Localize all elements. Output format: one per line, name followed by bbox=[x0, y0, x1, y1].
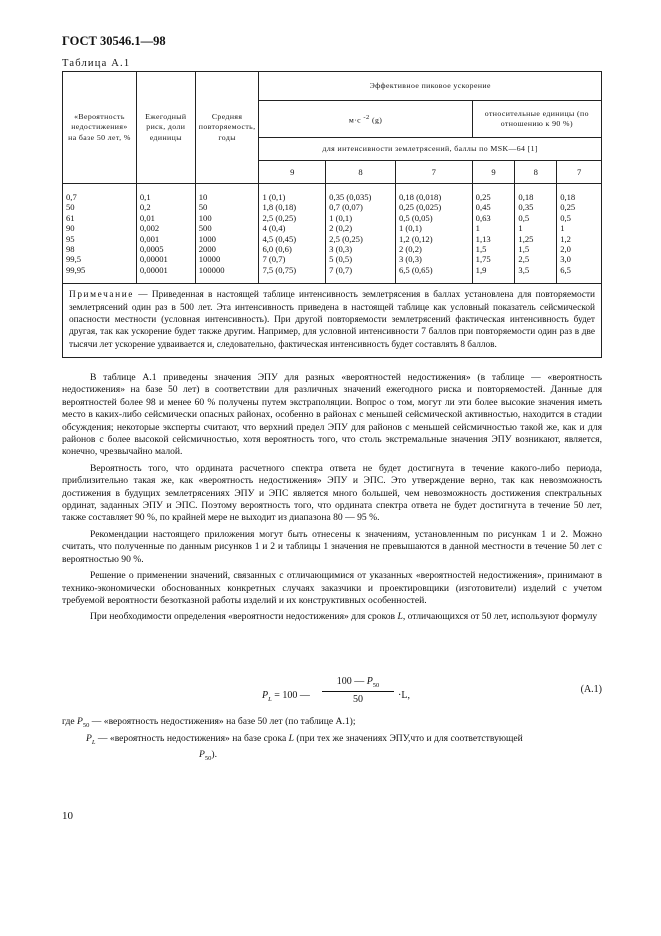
table-cell: 0,5 bbox=[560, 212, 571, 223]
table-cell: 1 bbox=[475, 223, 480, 234]
table-cell: 7,5 (0,75) bbox=[262, 264, 297, 275]
header-probability: «Вероятность недостижения» на базе 50 лет, % bbox=[63, 72, 137, 184]
table-cell: 1,2 (0,12) bbox=[398, 233, 433, 244]
formula-legend bbox=[62, 716, 602, 766]
table-cell: 0,2 bbox=[139, 202, 151, 213]
table-cell: 2 (0,2) bbox=[329, 223, 353, 234]
table-cell: 1,25 bbox=[518, 233, 534, 244]
table-cell: 4,5 (0,45) bbox=[262, 233, 297, 244]
table-cell: 1,9 bbox=[475, 264, 487, 275]
formula-fraction bbox=[322, 676, 394, 705]
table-cell: 0,5 bbox=[518, 212, 530, 223]
table-cell: 0,00001 bbox=[139, 254, 168, 265]
intensity-col-1: 9 bbox=[259, 161, 326, 184]
column-relative-9 bbox=[472, 184, 515, 284]
table-cell: 500 bbox=[198, 223, 212, 234]
table-cell: 61 bbox=[66, 212, 75, 223]
intensity-col-3: 7 bbox=[395, 161, 472, 184]
header-intensity: для интенсивности землетрясений, баллы по MSK—64 [1] bbox=[259, 138, 602, 161]
table-cell: 1,13 bbox=[475, 233, 491, 244]
formula-a1 bbox=[262, 676, 602, 716]
table-cell: 1 bbox=[560, 223, 565, 234]
table-cell: 1,2 bbox=[560, 233, 571, 244]
table-cell: 0,1 bbox=[139, 192, 151, 202]
column-probability bbox=[63, 184, 137, 284]
table-cell: 1,8 (0,18) bbox=[262, 202, 297, 213]
table-cell: 6,5 bbox=[560, 264, 571, 275]
paragraph-3: Рекомендации настоящего приложения могут быть отнесены к значениям, установленным по рисункам 1 и 2. Можно считать, что полученные по данным рисунков 1 и 2 и таблицы 1 значения не превышаются в данной местности в течение 50 лет с вероятностью 90 %. bbox=[62, 528, 602, 565]
table-cell: 90 bbox=[66, 223, 75, 234]
table-cell: 7 (0,7) bbox=[329, 264, 353, 275]
table-cell: 100000 bbox=[198, 264, 225, 275]
table-cell: 0,01 bbox=[139, 212, 155, 223]
table-cell: 0,7 bbox=[66, 192, 77, 202]
table-cell: 1 bbox=[518, 223, 523, 234]
legend-line-2: $P_L$ — «вероятность недостижения» на базе срока L (при тех же значениях ЭПУ,что и для соответствующей bbox=[86, 732, 523, 746]
column-accel-7 bbox=[395, 184, 472, 284]
intensity-col-6: 7 bbox=[557, 161, 602, 184]
table-cell: 3 (0,3) bbox=[329, 244, 353, 255]
intensity-col-4: 9 bbox=[472, 161, 515, 184]
note-text: — Приведенная в настоящей таблице интенсивность землетрясения в баллах установлена для повторяемости землетрясений один раз в 500 лет. Эта интенсивность приведена в настоящей таблице как условный показатель сейсмической опасности местности (условная интенсивность). При другой повторяемости землетрясений фактическая интенсивность будет другая, так как ускорение будет также другим. Например, для условной интенсивности 7 баллов при повторяемости один раз в две тысячи лет ускорение удваивается и, следовательно, фактическая интенсивность будет составлять 8 баллов. bbox=[69, 290, 595, 350]
header-unit: м·с $^{-2}$ (g) bbox=[259, 101, 472, 138]
paragraph-5: При необходимости определения «вероятности недостижения» для сроков L, отличающихся от 50 лет, используют формулу bbox=[90, 611, 598, 623]
table-cell: 1 (0,1) bbox=[262, 192, 286, 202]
intensity-col-5: 8 bbox=[515, 161, 557, 184]
formula-rhs: ·L, bbox=[398, 690, 410, 701]
column-accel-8 bbox=[326, 184, 396, 284]
table-note bbox=[63, 284, 602, 358]
data-table bbox=[62, 71, 602, 358]
table-cell: 3,5 bbox=[518, 264, 530, 275]
table-cell: 0,25 bbox=[560, 202, 576, 213]
table-cell: 3 (0,3) bbox=[398, 254, 422, 265]
table-cell: 50 bbox=[66, 202, 75, 213]
body-text bbox=[62, 372, 602, 628]
table-cell: 95 bbox=[66, 233, 75, 244]
table-cell: 2,5 bbox=[518, 254, 530, 265]
table-cell: 0,18 bbox=[518, 192, 534, 202]
table-cell: 1000 bbox=[198, 233, 216, 244]
table-cell: 6,5 (0,65) bbox=[398, 264, 433, 275]
paragraph-2: Вероятность того, что ордината расчетного спектра ответа не будет достигнута в течение какого-либо периода, приблизительно такая же, как «вероятность недостижения» ЭПУ и ЭПС. Это утверждение верно, так как невозможность достижения в будущих землетрясениях ЭПУ и ЭПС является много большей, чем невозможность достижения спектральных ординат, заданных ЭПУ и ЭПС. Поэтому вероятность того, что ордината спектра ответа не будет достигнута в течение 50 лет, также составляет 90 %, по крайней мере не выходит из диапазона 80 — 95 %. bbox=[62, 462, 602, 524]
table-cell: 100 bbox=[198, 212, 212, 223]
column-relative-8 bbox=[515, 184, 557, 284]
table-cell: 0,5 (0,05) bbox=[398, 212, 433, 223]
table-cell: 2,5 (0,25) bbox=[262, 212, 297, 223]
table-cell: 10 bbox=[198, 192, 208, 202]
formula-denominator: 50 bbox=[353, 694, 363, 705]
table-cell: 1,5 bbox=[475, 244, 487, 255]
table-cell: 50 bbox=[198, 202, 208, 213]
table-cell: 99,5 bbox=[66, 254, 82, 265]
table-cell: 2,0 bbox=[560, 244, 571, 255]
column-accel-9 bbox=[259, 184, 326, 284]
table-cell: 0,18 (0,018) bbox=[398, 192, 442, 202]
table-cell: 98 bbox=[66, 244, 75, 255]
table-cell: 0,00001 bbox=[139, 264, 168, 275]
table-cell: 2,5 (0,25) bbox=[329, 233, 363, 244]
formula-lhs: $P_L = 100$ — bbox=[262, 690, 310, 703]
table-cell: 10000 bbox=[198, 254, 221, 265]
table-cell: 3,0 bbox=[560, 254, 571, 265]
legend-line-3: $P_{50}$). bbox=[199, 749, 217, 763]
table-cell: 0,25 bbox=[475, 192, 491, 202]
table-cell: 0,35 bbox=[518, 202, 534, 213]
table-cell: 0,7 (0,07) bbox=[329, 202, 363, 213]
table-cell: 0,63 bbox=[475, 212, 491, 223]
table-cell: 6,0 (0,6) bbox=[262, 244, 292, 255]
table-cell: 5 (0,5) bbox=[329, 254, 353, 265]
header-peak-acceleration: Эффективное пиковое ускорение bbox=[259, 72, 602, 101]
page-number: 10 bbox=[62, 810, 73, 822]
header-mean-period: Средняя повторяемость, годы bbox=[195, 72, 259, 184]
table-caption: Таблица А.1 bbox=[62, 58, 131, 69]
table-cell: 0,35 (0,035) bbox=[329, 192, 372, 202]
table-cell: 0,25 (0,025) bbox=[398, 202, 442, 213]
table-cell: 7 (0,7) bbox=[262, 254, 286, 265]
column-relative-7 bbox=[557, 184, 602, 284]
header-relative-units: относительные единицы (по отношению к 90 %) bbox=[472, 101, 601, 138]
table-cell: 1,5 bbox=[518, 244, 530, 255]
column-annual-risk bbox=[136, 184, 195, 284]
formula-numerator: 100 — $P_{50}$ bbox=[322, 676, 394, 692]
paragraph-4: Решение о применении значений, связанных с отличающимися от указанных «вероятностей недостижения», принимают в технико-экономически обоснованных конкретных случаях заказчики и проектировщики (изготовители) изделий с учетом требуемой вероятности безотказной работы изделий и их конструктивных особенностей. bbox=[62, 570, 602, 606]
intensity-col-2: 8 bbox=[326, 161, 396, 184]
legend-line-1: где $P_{50}$ — «вероятность недостижения» на базе 50 лет (по таблице А.1); bbox=[62, 716, 356, 729]
table-cell: 1 (0,1) bbox=[398, 223, 422, 234]
column-mean-period bbox=[195, 184, 259, 284]
formula-number: (A.1) bbox=[580, 684, 602, 695]
table-cell: 0,001 bbox=[139, 233, 160, 244]
table-cell: 1 (0,1) bbox=[329, 212, 353, 223]
table-cell: 2000 bbox=[198, 244, 216, 255]
document-code: ГОСТ 30546.1—98 bbox=[62, 34, 166, 48]
table-cell: 0,18 bbox=[560, 192, 576, 202]
header-annual-risk: Ежегодный риск, доли единицы bbox=[136, 72, 195, 184]
paragraph-1: В таблице А.1 приведены значения ЭПУ для разных «вероятностей недостижения» (в таблице — «вероятность недостижения» на базе 50 лет) в соответствии для различных значений ежегодного риска и повторяемостей. Данные для вероятностей более 98 и менее 60 % получены путем экстраполяции. Вопрос о том, могут ли эти более высокие значения иметь место в каких-либо сейсмически опасных районах, особенно в районах с меньшей сейсмической активностью, находится в стадии обсуждения; некоторые эксперты считают, что верхний предел ЭПУ для районов с меньшей сейсмичностью такой же, как и для районов с более высокой сейсмичностью, хотя вероятность того, что столь экстремальные значения ЭПУ возникают, является, конечно, чрезвычайно малой. bbox=[62, 372, 602, 458]
table-cell: 0,002 bbox=[139, 223, 160, 234]
table-cell: 4 (0,4) bbox=[262, 223, 286, 234]
table-cell: 0,0005 bbox=[139, 244, 164, 255]
table-cell: 0,45 bbox=[475, 202, 491, 213]
table-cell: 2 (0,2) bbox=[398, 244, 422, 255]
table-cell: 99,95 bbox=[66, 264, 86, 275]
note-label: Примечание bbox=[69, 290, 134, 301]
table-cell: 1,75 bbox=[475, 254, 491, 265]
